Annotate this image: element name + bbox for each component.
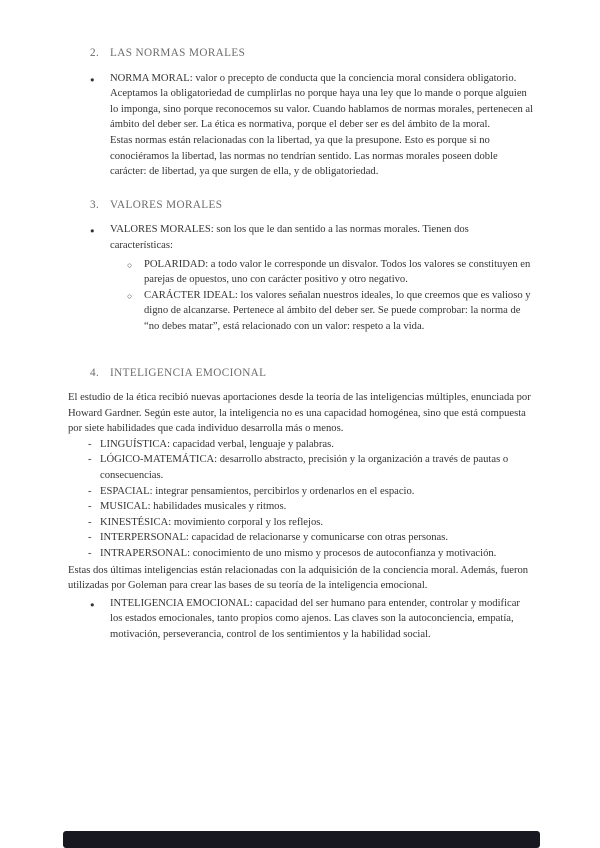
list-item-intrapersonal <box>88 546 534 562</box>
paragraph-norma-moral-1: NORMA MORAL: valor o precepto de conducta que la conciencia moral considera obligatorio. Aceptamos la obligatoriedad de cumplirlas no porque haya una ley que lo mande o porque alguien lo imponga, sino porque reconocemos su valor. Cuando hablamos de normas morales, pertenecen al ámbito del deber ser. La ética es normativa, porque el deber ser es del ámbito de la moral. <box>110 72 534 131</box>
dash-icon: - <box>88 485 92 497</box>
list-item-text <box>110 596 534 643</box>
paragraph-linguistica: LINGUÍSTICA: capacidad verbal, lenguaje y palabras. <box>100 438 334 450</box>
footer-banner <box>63 831 540 848</box>
list-item-text <box>110 71 534 180</box>
dash-icon: - <box>88 516 92 528</box>
section-title: VALORES MORALES <box>110 198 223 211</box>
paragraph-caracter-ideal: CARÁCTER IDEAL: los valores señalan nuestros ideales, lo que creemos que es valioso y digno de alcanzarse. Pertenece al ámbito del deber ser. Se puede comprobar: la norma de “no debes matar”, está relacionado con un valor: respeto a la vida. <box>144 289 531 332</box>
bullet-icon: ● <box>90 74 95 84</box>
list-item-text <box>110 222 534 253</box>
list-item-text <box>144 257 534 288</box>
section-title: LAS NORMAS MORALES <box>110 47 246 59</box>
dash-icon: - <box>88 532 92 544</box>
paragraph-polaridad: POLARIDAD: a todo valor le corresponde un disvalor. Todos los valores se constituyen en parejas de opuestos, uno con carácter positivo y otro negativo. <box>144 258 531 286</box>
list-item-caracter-ideal <box>127 288 534 335</box>
paragraph-inteligencia-emocional: INTELIGENCIA EMOCIONAL: capacidad del ser humano para entender, controlar y modificar los estados emocionales, tanto propios como ajenos. Las claves son la autoconciencia, empatía, motivación, perseverancia, control de los sentimientos y la habilidad social. <box>110 597 520 640</box>
dash-icon: - <box>88 438 92 450</box>
sub-bullet-icon: ○ <box>127 259 133 270</box>
paragraph-norma-moral-2: Estas normas están relacionadas con la libertad, ya que la presupone. Esto es porque si no conociéramos la libertad, las normas no tendrían sentido. Las normas morales poseen doble carácter: de libertad, ya que surgen de ella, y de obligatoriedad. <box>110 134 498 178</box>
bullet-icon: ● <box>90 599 95 609</box>
paragraph-espacial: ESPACIAL: integrar pensamientos, percibirlos y ordenarlos en el espacio. <box>100 485 415 497</box>
list-item-norma-moral <box>90 71 534 180</box>
section-number: 4. <box>90 366 100 379</box>
dash-icon: - <box>88 454 92 466</box>
list-item-valores-morales <box>90 222 534 253</box>
list-item-kinestesica <box>88 515 534 531</box>
dash-icon: - <box>88 548 92 560</box>
paragraph-intrapersonal: INTRAPERSONAL: conocimiento de uno mismo y procesos de autoconfianza y motivación. <box>100 548 497 560</box>
section-heading-inteligencia-emocional <box>90 366 534 382</box>
list-item-interpersonal <box>88 530 534 546</box>
dash-icon: - <box>88 501 92 513</box>
list-item-polaridad <box>127 257 534 288</box>
paragraph-inteligencia-closing: Estas dos últimas inteligencias están relacionadas con la adquisición de la conciencia moral. Además, fueron utilizadas por Goleman para crear las bases de su teoría de la inteligencia emocional. <box>68 564 529 592</box>
paragraph-interpersonal: INTERPERSONAL: capacidad de relacionarse y comunicarse con otras personas. <box>100 532 449 544</box>
paragraph-valores-morales: VALORES MORALES: son los que le dan sentido a las normas morales. Tienen dos características: <box>110 224 469 251</box>
sub-bullet-icon: ○ <box>127 290 133 301</box>
list-item-espacial <box>88 484 534 500</box>
section-title: INTELIGENCIA EMOCIONAL <box>110 366 267 379</box>
list-item-musical <box>88 499 534 515</box>
paragraph-musical: MUSICAL: habilidades musicales y ritmos. <box>100 501 287 513</box>
list-item-linguistica <box>88 437 534 453</box>
section-number: 2. <box>90 47 100 59</box>
paragraph-logico-matematica: LÓGICO-MATEMÁTICA: desarrollo abstracto, precisión y la organización a través de pautas o consecuencias. <box>100 454 509 482</box>
list-item-logico-matematica <box>88 452 534 483</box>
paragraph-kinestesica: KINESTÉSICA: movimiento corporal y los reflejos. <box>100 516 324 528</box>
section-number: 3. <box>90 198 100 211</box>
paragraph-inteligencia-intro: El estudio de la ética recibió nuevas aportaciones desde la teoría de las inteligencias múltiples, enunciada por Howard Gardner. Según este autor, la inteligencia no es una capacidad homogénea, sino que está compuesta por siete habilidades que cada individuo desarrolla más o menos. <box>68 392 531 435</box>
list-item-text <box>144 288 534 335</box>
bullet-icon: ● <box>90 226 95 236</box>
list-item-inteligencia-emocional <box>90 596 534 643</box>
section-heading-normas-morales <box>90 46 534 62</box>
section-heading-valores-morales <box>90 198 534 214</box>
